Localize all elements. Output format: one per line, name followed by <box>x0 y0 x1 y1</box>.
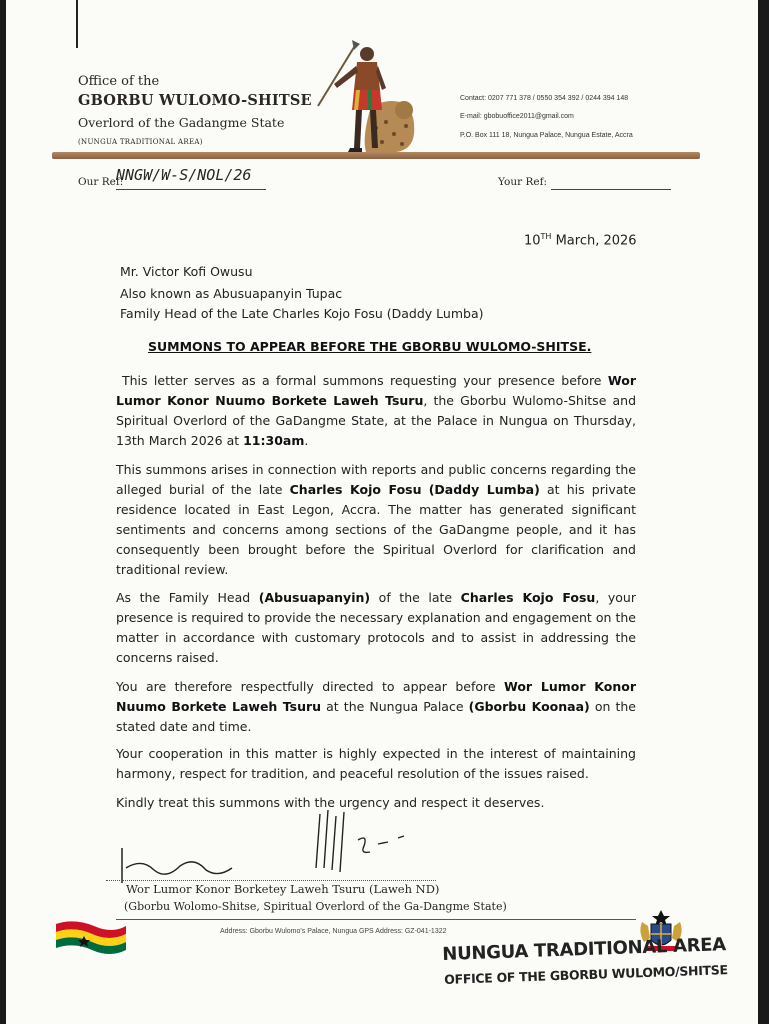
addressee-alias: Also known as Abusuapanyin Tupac <box>120 286 343 301</box>
letterhead-divider <box>52 152 700 159</box>
our-ref-value: NNGW/W-S/NOL/26 <box>116 166 252 184</box>
signatory-role: (Gborbu Wolomo-Shitse, Spiritual Overlord of the Ga-Dangme State) <box>124 900 507 913</box>
body-paragraph-6: Kindly treat this summons with the urgency and respect it deserves. <box>116 795 545 810</box>
letter-date <box>524 232 637 248</box>
contact-email: E-mail: gbobuoffice2011@gmail.com <box>460 113 574 120</box>
traditional-area-line: (NUNGUA TRADITIONAL AREA) <box>78 138 203 146</box>
body-paragraph-5: Your cooperation in this matter is highly expected in the interest of maintaining harmony, respect for tradition, and peaceful resolution of the issues raised. <box>116 746 636 781</box>
body-paragraph-2: This summons arises in connection with reports and public concerns regarding the alleged burial of the late Charles Kojo Fosu (Daddy Lumba) at his private residence located in East Legon, Accra. The matter has generated significant sentiments and concerns among sections of the GaDangme people, and it has consequently been brought before the Spiritual Overlord for clarification and traditional review. <box>116 462 636 577</box>
our-ref-line <box>116 189 266 190</box>
signature-line <box>106 880 436 881</box>
footer-address: Address: Gborbu Wulomo's Palace, Nungua GPS Address: GZ-041-1322 <box>220 928 447 935</box>
signatory-name: Wor Lumor Konor Borketey Laweh Tsuru (Laweh ND) <box>126 882 440 896</box>
stamp-line-1: NUNGUA TRADITIONAL AREA <box>442 934 727 965</box>
our-ref-label: Our Ref: <box>78 176 124 188</box>
contact-address: P.O. Box 111 18, Nungua Palace, Nungua Estate, Accra <box>460 132 633 139</box>
body-paragraph-4: You are therefore respectfully directed to appear before Wor Lumor Konor Nuumo Borkete Laweh Tsuru at the Nungua Palace (Gborbu Koonaa) on the stated date and time. <box>116 679 636 734</box>
addressee-role: Family Head of the Late Charles Kojo Fosu (Daddy Lumba) <box>120 306 484 321</box>
your-ref-line <box>551 189 671 190</box>
your-ref-label: Your Ref: <box>498 176 548 188</box>
overlord-line: Overlord of the Gadangme State <box>78 115 285 130</box>
addressee-name: Mr. Victor Kofi Owusu <box>120 264 253 279</box>
office-name: GBORBU WULOMO-SHITSE <box>78 92 312 109</box>
letter-page <box>6 0 758 1024</box>
corner-mark <box>76 0 78 48</box>
letter-title: SUMMONS TO APPEAR BEFORE THE GBORBU WULOMO-SHITSE. <box>148 339 592 354</box>
signature-scribble-icon <box>102 808 432 888</box>
footer-divider <box>116 919 636 920</box>
date-day: 10 <box>524 233 541 249</box>
ghana-flag-ribbon-icon <box>54 918 128 958</box>
contact-phone: Contact: 0207 771 378 / 0550 354 392 / 0244 394 148 <box>460 95 629 102</box>
warrior-emblem-icon <box>312 38 422 154</box>
date-rest: March, 2026 <box>551 233 637 249</box>
stamp-line-2: OFFICE OF THE GBORBU WULOMO/SHITSE <box>444 962 728 987</box>
office-of-label: Office of the <box>78 74 160 89</box>
body-paragraph-3: As the Family Head (Abusuapanyin) of the late Charles Kojo Fosu, your presence is required to provide the necessary explanation and engagement on the matter in accordance with customary protocols and to assist in addressing the concerns raised. <box>116 590 636 665</box>
date-suffix: TH <box>540 232 552 241</box>
body-paragraph-1: This letter serves as a formal summons requesting your presence before Wor Lumor Konor Nuumo Borkete Laweh Tsuru, the Gborbu Wulomo-Shitse and Spiritual Overlord of the GaDangme State, at the Palace in Nungua on Thursday, 13th March 2026 at 11:30am. <box>116 373 637 448</box>
